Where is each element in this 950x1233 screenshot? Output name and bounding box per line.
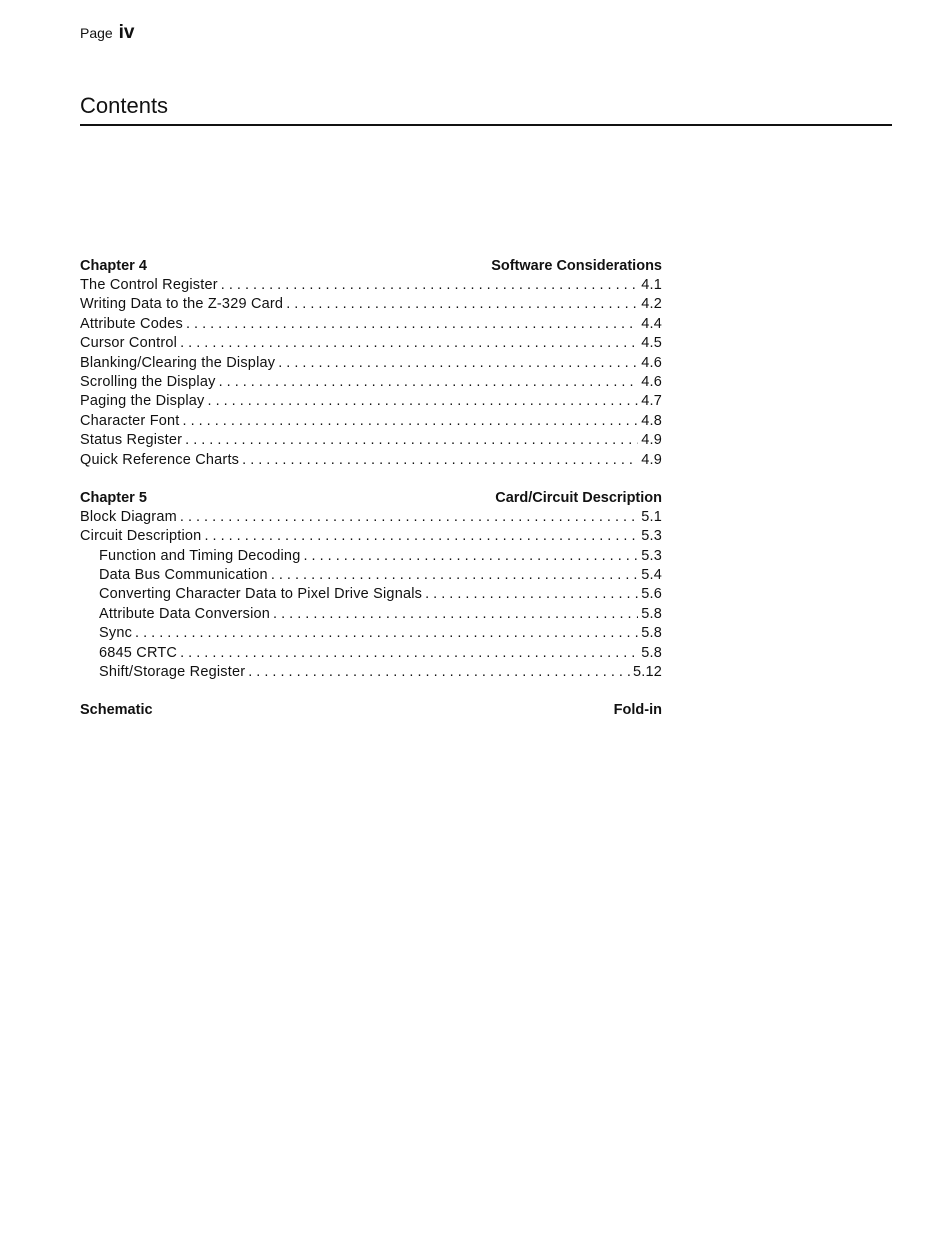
schematic-page: Fold-in [613, 702, 662, 719]
page-title: Contents [80, 93, 169, 118]
toc-entry-page: 4.5 [641, 335, 662, 352]
page-number: iv [118, 22, 135, 43]
schematic-heading [80, 700, 662, 720]
toc-entry-page: 4.4 [641, 315, 662, 332]
page-header [80, 22, 134, 44]
toc-entry-page: 4.1 [641, 277, 662, 293]
toc-entry-page: 5.8 [641, 644, 662, 661]
toc-entry-title: Block Diagram [80, 508, 177, 525]
toc-entry-page: 4.9 [641, 451, 662, 468]
toc-entry-page: 5.3 [641, 528, 662, 545]
dot-leader [248, 663, 630, 682]
toc-entry-page: 5.8 [641, 605, 662, 622]
dot-leader [221, 276, 638, 295]
chapter-title: Software Considerations [491, 258, 662, 274]
dot-leader [425, 585, 638, 604]
dot-leader [273, 605, 638, 624]
toc-entry-page: 5.1 [641, 508, 662, 525]
toc-entry-page: 4.9 [641, 432, 662, 449]
page-label: Page [80, 25, 113, 41]
chapter-4-heading [80, 256, 662, 276]
toc-entry [80, 412, 662, 431]
dot-leader [204, 527, 638, 546]
toc-entry-page: 5.4 [641, 567, 662, 584]
dot-leader [286, 295, 638, 314]
chapter-5-entries [80, 508, 662, 683]
chapter-4-entries [80, 276, 662, 470]
toc-entry-title: Attribute Codes [80, 315, 183, 332]
toc-entry-title: Writing Data to the Z-329 Card [80, 296, 284, 313]
toc-entry [80, 527, 662, 546]
table-of-contents [80, 256, 662, 720]
dot-leader [135, 624, 638, 643]
toc-entry-page: 4.6 [641, 373, 662, 390]
dot-leader [208, 392, 639, 411]
toc-entry [80, 354, 662, 373]
toc-entry [80, 508, 662, 527]
toc-entry [80, 605, 662, 624]
toc-entry-title: Circuit Description [80, 528, 202, 545]
schematic-label: Schematic [80, 702, 153, 719]
dot-leader [183, 412, 639, 431]
toc-entry [80, 315, 662, 334]
toc-entry [80, 334, 662, 353]
toc-entry [80, 624, 662, 643]
toc-entry-title: Quick Reference Charts [80, 451, 240, 468]
toc-entry-page: 4.8 [641, 412, 662, 429]
toc-entry [80, 547, 662, 566]
toc-entry-page: 5.3 [641, 547, 662, 564]
toc-entry-title: Character Font [80, 412, 180, 429]
chapter-label: Chapter 5 [80, 489, 147, 506]
chapter-label: Chapter 4 [80, 258, 147, 274]
toc-entry-page: 5.8 [641, 625, 662, 642]
dot-leader [180, 508, 638, 527]
chapter-title: Card/Circuit Description [495, 489, 662, 506]
dot-leader [180, 334, 638, 353]
title-rule [80, 124, 892, 126]
toc-entry [80, 431, 662, 450]
toc-entry [80, 585, 662, 604]
toc-entry [80, 276, 662, 295]
dot-leader [303, 547, 638, 566]
toc-entry-title: 6845 CRTC [99, 644, 178, 661]
toc-entry-title: Scrolling the Display [80, 373, 216, 390]
dot-leader [219, 373, 639, 392]
toc-entry [80, 566, 662, 585]
dot-leader [271, 566, 638, 585]
toc-entry-title: Attribute Data Conversion [99, 605, 271, 622]
dot-leader [185, 431, 638, 450]
toc-entry [80, 295, 662, 314]
toc-entry-page: 5.6 [641, 586, 662, 603]
dot-leader [186, 315, 638, 334]
chapter-5-heading [80, 488, 662, 508]
toc-entry [80, 373, 662, 392]
toc-entry [80, 451, 662, 470]
toc-entry-title: Function and Timing Decoding [99, 547, 301, 564]
toc-entry-title: Status Register [80, 432, 183, 449]
toc-entry-title: Blanking/Clearing the Display [80, 354, 276, 371]
toc-entry [80, 392, 662, 411]
toc-entry-title: Cursor Control [80, 335, 178, 352]
toc-entry-page: 4.2 [641, 296, 662, 313]
toc-entry-title: The Control Register [80, 277, 218, 293]
dot-leader [278, 354, 638, 373]
toc-entry-title: Sync [99, 625, 133, 642]
toc-entry-page: 4.6 [641, 354, 662, 371]
toc-entry [80, 663, 662, 682]
toc-entry-title: Shift/Storage Register [99, 664, 246, 681]
toc-entry-page: 4.7 [641, 393, 662, 410]
toc-entry [80, 644, 662, 663]
toc-entry-title: Paging the Display [80, 393, 205, 410]
dot-leader [242, 451, 638, 470]
toc-entry-title: Converting Character Data to Pixel Drive Signals [99, 586, 423, 603]
toc-entry-page: 5.12 [632, 664, 662, 681]
dot-leader [180, 644, 638, 663]
toc-entry-title: Data Bus Communication [99, 567, 268, 584]
